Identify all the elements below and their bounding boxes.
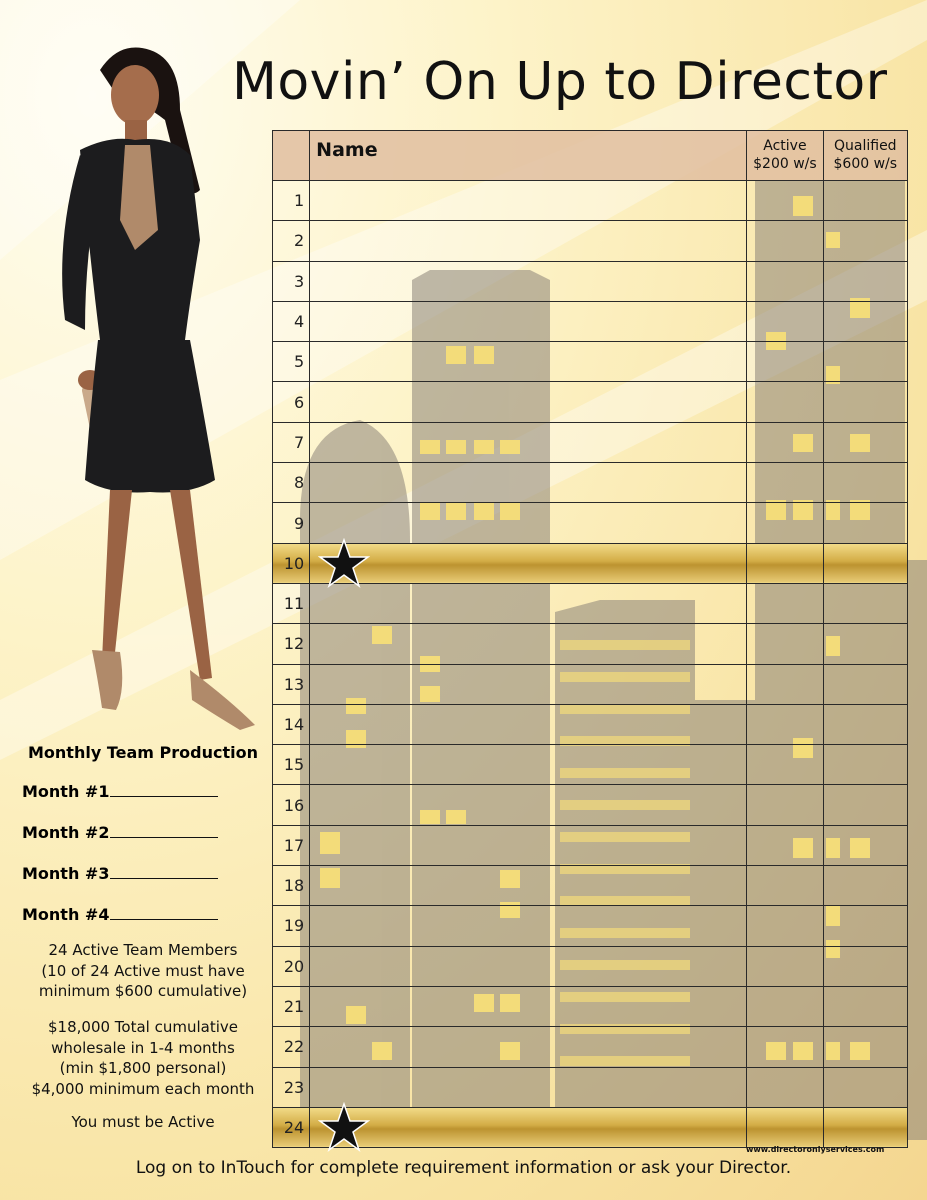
- active-requirement: You must be Active: [71, 1113, 215, 1131]
- active-cell[interactable]: [747, 382, 823, 422]
- qualified-cell[interactable]: [823, 825, 907, 865]
- name-cell[interactable]: [310, 1107, 747, 1147]
- row-number: 11: [273, 583, 310, 623]
- name-cell[interactable]: [310, 422, 747, 462]
- active-cell[interactable]: [747, 503, 823, 543]
- table-row: [273, 342, 908, 382]
- table-row: [273, 301, 908, 341]
- qualified-cell[interactable]: [823, 1107, 907, 1147]
- row-number: 7: [273, 422, 310, 462]
- row-number: 2: [273, 221, 310, 261]
- row-number: 5: [273, 342, 310, 382]
- qualified-header-line2: $600 w/s: [833, 156, 898, 172]
- name-cell[interactable]: [310, 745, 747, 785]
- active-cell[interactable]: [747, 1107, 823, 1147]
- row-number: 23: [273, 1067, 310, 1107]
- name-cell[interactable]: [310, 301, 747, 341]
- name-cell[interactable]: [310, 382, 747, 422]
- name-cell[interactable]: [310, 583, 747, 623]
- active-cell[interactable]: [747, 583, 823, 623]
- qualified-cell[interactable]: [823, 463, 907, 503]
- table-row: [273, 664, 908, 704]
- team-requirement: [12, 940, 274, 1002]
- active-cell[interactable]: [747, 986, 823, 1026]
- qualified-cell[interactable]: [823, 503, 907, 543]
- businesswoman-illustration: [40, 40, 280, 740]
- active-cell[interactable]: [747, 745, 823, 785]
- month-4-blank[interactable]: [110, 904, 218, 920]
- name-cell[interactable]: [310, 1067, 747, 1107]
- month-3-label: Month #3: [22, 864, 110, 883]
- qualified-cell[interactable]: [823, 1067, 907, 1107]
- active-cell[interactable]: [747, 704, 823, 744]
- row-number: 15: [273, 745, 310, 785]
- team-requirement-line1: 24 Active Team Members: [48, 941, 238, 959]
- name-cell[interactable]: [310, 785, 747, 825]
- table-row: [273, 422, 908, 462]
- active-cell[interactable]: [747, 463, 823, 503]
- table-row: [273, 1027, 908, 1067]
- active-cell[interactable]: [747, 624, 823, 664]
- row-number: 3: [273, 261, 310, 301]
- name-cell[interactable]: [310, 181, 747, 221]
- qualified-cell[interactable]: [823, 382, 907, 422]
- active-cell[interactable]: [747, 1027, 823, 1067]
- active-cell[interactable]: [747, 543, 823, 583]
- qualified-column-header: [823, 131, 907, 181]
- qualified-cell[interactable]: [823, 906, 907, 946]
- qualified-cell[interactable]: [823, 785, 907, 825]
- qualified-cell[interactable]: [823, 221, 907, 261]
- name-cell[interactable]: [310, 261, 747, 301]
- active-cell[interactable]: [747, 1067, 823, 1107]
- qualified-cell[interactable]: [823, 543, 907, 583]
- qualified-cell[interactable]: [823, 664, 907, 704]
- month-3-field[interactable]: [22, 863, 218, 883]
- qualified-cell[interactable]: [823, 181, 907, 221]
- month-1-blank[interactable]: [110, 781, 218, 797]
- name-cell[interactable]: [310, 825, 747, 865]
- table-row: [273, 624, 908, 664]
- name-cell[interactable]: [310, 906, 747, 946]
- number-column-header: [273, 131, 310, 181]
- qualified-cell[interactable]: [823, 1027, 907, 1067]
- star-icon: [318, 1102, 370, 1154]
- active-cell[interactable]: [747, 785, 823, 825]
- name-cell[interactable]: [310, 704, 747, 744]
- table-row: [273, 543, 908, 583]
- footer-note: Log on to InTouch for complete requirement information or ask your Director.: [135, 1158, 792, 1178]
- qualified-cell[interactable]: [823, 342, 907, 382]
- table-row: [273, 745, 908, 785]
- active-cell[interactable]: [747, 946, 823, 986]
- row-number: 24: [273, 1107, 310, 1147]
- page-title: Movin’ On Up to Director: [232, 52, 888, 112]
- month-2-field[interactable]: [22, 822, 218, 842]
- wholesale-requirement-line2: wholesale in 1-4 months: [51, 1038, 235, 1057]
- qualified-cell[interactable]: [823, 261, 907, 301]
- month-4-label: Month #4: [22, 905, 110, 924]
- team-requirement-line2: (10 of 24 Active must have: [41, 961, 245, 980]
- table-row: [273, 463, 908, 503]
- table-row: [273, 986, 908, 1026]
- month-4-field[interactable]: [22, 904, 218, 924]
- table-row: [273, 382, 908, 422]
- row-number: 4: [273, 301, 310, 341]
- name-cell[interactable]: [310, 221, 747, 261]
- qualified-cell[interactable]: [823, 986, 907, 1026]
- qualified-cell[interactable]: [823, 745, 907, 785]
- name-cell[interactable]: [310, 624, 747, 664]
- row-number: 13: [273, 664, 310, 704]
- qualified-header-line1: Qualified: [834, 138, 897, 154]
- name-cell[interactable]: [310, 1027, 747, 1067]
- month-1-field[interactable]: [22, 781, 218, 801]
- qualified-cell[interactable]: [823, 946, 907, 986]
- active-cell[interactable]: [747, 301, 823, 341]
- name-cell[interactable]: [310, 986, 747, 1026]
- team-requirement-line3: minimum $600 cumulative): [38, 982, 248, 1000]
- row-number: 1: [273, 181, 310, 221]
- row-number: 8: [273, 463, 310, 503]
- table-row: [273, 261, 908, 301]
- name-cell[interactable]: [310, 463, 747, 503]
- name-column-header: Name: [310, 131, 747, 181]
- name-cell[interactable]: [310, 503, 747, 543]
- row-number: 6: [273, 382, 310, 422]
- table-row: [273, 825, 908, 865]
- wholesale-requirement-line1: $18,000 Total cumulative: [48, 1018, 238, 1036]
- active-cell[interactable]: [747, 825, 823, 865]
- name-cell[interactable]: [310, 664, 747, 704]
- active-cell[interactable]: [747, 261, 823, 301]
- row-number: 10: [273, 543, 310, 583]
- month-2-blank[interactable]: [110, 822, 218, 838]
- table-body: [273, 181, 908, 1148]
- active-cell[interactable]: [747, 221, 823, 261]
- qualified-cell[interactable]: [823, 624, 907, 664]
- row-number: 20: [273, 946, 310, 986]
- row-number: 18: [273, 866, 310, 906]
- qualified-cell[interactable]: [823, 866, 907, 906]
- wholesale-requirement: [12, 1017, 274, 1099]
- month-2-label: Month #2: [22, 823, 110, 842]
- row-number: 22: [273, 1027, 310, 1067]
- table-row: [273, 181, 908, 221]
- row-number: 16: [273, 785, 310, 825]
- website-url: www.directoronlyservices.com: [746, 1145, 885, 1154]
- row-number: 9: [273, 503, 310, 543]
- monthly-production-title: Monthly Team Production: [28, 743, 258, 762]
- wholesale-requirement-line3: (min $1,800 personal): [59, 1059, 227, 1077]
- qualified-cell[interactable]: [823, 583, 907, 623]
- row-number: 21: [273, 986, 310, 1026]
- table-row: [273, 221, 908, 261]
- active-header-line1: Active: [763, 138, 807, 154]
- row-number: 14: [273, 704, 310, 744]
- active-column-header: [747, 131, 823, 181]
- table-row: [273, 866, 908, 906]
- active-cell[interactable]: [747, 906, 823, 946]
- active-cell[interactable]: [747, 342, 823, 382]
- qualified-cell[interactable]: [823, 301, 907, 341]
- row-number: 19: [273, 906, 310, 946]
- active-cell[interactable]: [747, 422, 823, 462]
- table-row: [273, 785, 908, 825]
- table-row: [273, 1107, 908, 1147]
- name-cell[interactable]: [310, 342, 747, 382]
- qualified-cell[interactable]: [823, 422, 907, 462]
- table-row: [273, 906, 908, 946]
- active-header-line2: $200 w/s: [753, 156, 817, 172]
- name-cell[interactable]: [310, 866, 747, 906]
- row-number: 17: [273, 825, 310, 865]
- name-cell[interactable]: [310, 946, 747, 986]
- table-row: [273, 704, 908, 744]
- team-member-table: [272, 130, 908, 1148]
- active-cell[interactable]: [747, 181, 823, 221]
- name-cell[interactable]: [310, 543, 747, 583]
- month-3-blank[interactable]: [110, 863, 218, 879]
- active-cell[interactable]: [747, 664, 823, 704]
- row-number: 12: [273, 624, 310, 664]
- month-1-label: Month #1: [22, 782, 110, 801]
- wholesale-requirement-line4: $4,000 minimum each month: [31, 1079, 255, 1098]
- qualified-cell[interactable]: [823, 704, 907, 744]
- active-cell[interactable]: [747, 866, 823, 906]
- table-header-row: [273, 131, 908, 181]
- star-icon: [318, 538, 370, 590]
- table-row: [273, 946, 908, 986]
